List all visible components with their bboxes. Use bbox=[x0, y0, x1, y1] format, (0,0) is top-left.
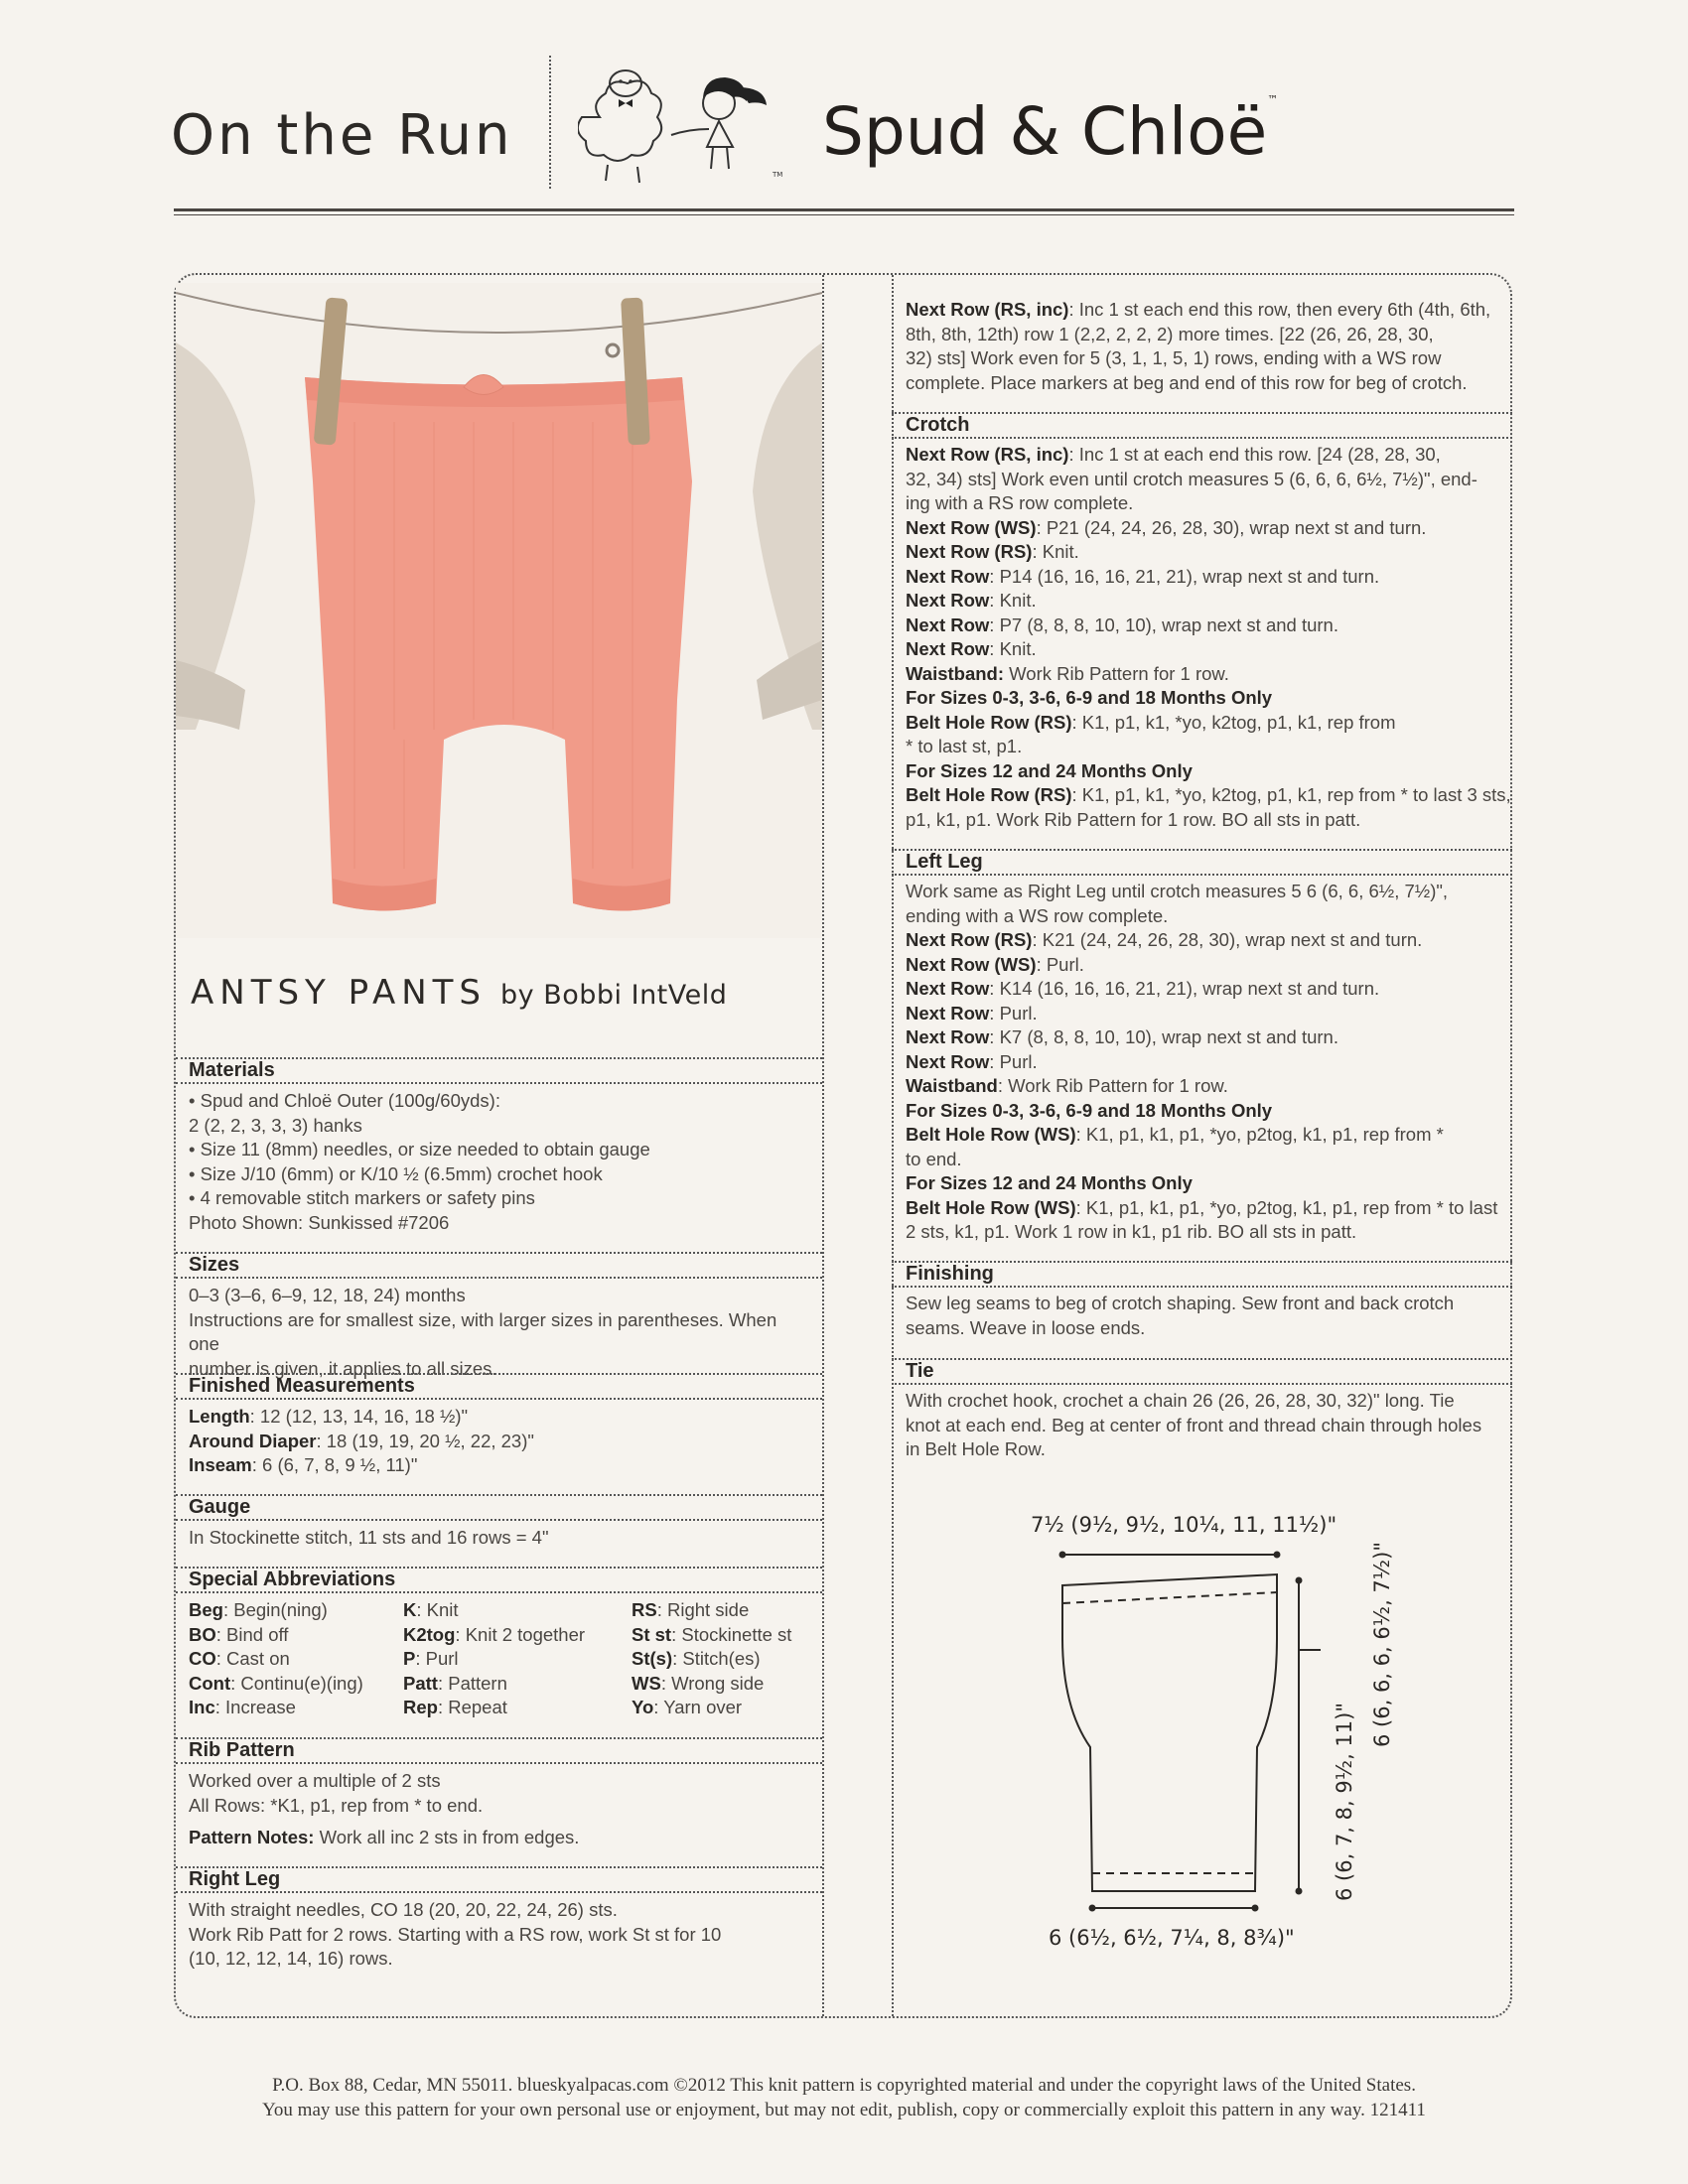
section-rule bbox=[176, 1398, 822, 1400]
instruction-label: Belt Hole Row (RS) bbox=[906, 784, 1072, 805]
instruction-line: 2 sts, k1, p1. Work 1 row in k1, p1 rib. BO all sts in patt. bbox=[906, 1221, 1357, 1242]
abbr-key: Rep bbox=[403, 1697, 438, 1717]
sizes-note bbox=[906, 686, 1511, 711]
instruction-line: ending with a WS row complete. bbox=[906, 904, 1169, 926]
schematic-crotch-depth: 6 (6, 6, 6, 6½, 7½)" bbox=[1370, 1542, 1394, 1747]
sizes-line: 0–3 (3–6, 6–9, 12, 18, 24) months bbox=[189, 1285, 466, 1305]
column-divider-right bbox=[892, 275, 894, 2016]
finishing-text bbox=[906, 1292, 1511, 1340]
instruction-line bbox=[906, 977, 1511, 1002]
materials-line: • Spud and Chloë Outer (100g/60yds): bbox=[189, 1090, 500, 1111]
instruction-text: : K21 (24, 24, 26, 28, 30), wrap next st and turn. bbox=[1032, 929, 1423, 950]
instruction-line: 8th, 8th, 12th) row 1 (2,2, 2, 2, 2) more times. [22 (26, 26, 28, 30, bbox=[906, 323, 1434, 344]
section-rule bbox=[892, 849, 1512, 851]
abbreviations-column-1 bbox=[189, 1598, 387, 1720]
tie-heading: Tie bbox=[906, 1360, 934, 1382]
instruction-text: : K7 (8, 8, 8, 10, 10), wrap next st and turn. bbox=[989, 1026, 1338, 1047]
pattern-title: ANTSY PANTS bbox=[191, 973, 487, 1013]
instruction-line bbox=[906, 540, 1511, 565]
abbr-item bbox=[403, 1696, 622, 1720]
abbr-key: BO bbox=[189, 1623, 216, 1645]
column-divider bbox=[822, 275, 824, 2016]
instruction-line bbox=[906, 1050, 1511, 1075]
abbr-key: P bbox=[403, 1648, 416, 1669]
right-leg-text bbox=[189, 1898, 809, 1972]
section-rule bbox=[892, 412, 1512, 414]
abbr-value: : Repeat bbox=[437, 1697, 507, 1717]
schematic-inseam: 6 (6, 7, 8, 9½, 11)" bbox=[1333, 1702, 1356, 1901]
abbr-value: : Wrong side bbox=[660, 1672, 765, 1694]
section-rule bbox=[176, 1762, 822, 1764]
section-rule bbox=[176, 1277, 822, 1279]
section-rule bbox=[176, 1519, 822, 1521]
pants-schematic-diagram bbox=[1023, 1539, 1321, 1916]
pattern-notes-text: Work all inc 2 sts in from edges. bbox=[314, 1827, 580, 1847]
materials-heading: Materials bbox=[189, 1059, 275, 1081]
abbr-value: : Knit bbox=[416, 1599, 459, 1620]
abbr-item bbox=[189, 1672, 387, 1697]
abbr-item bbox=[632, 1696, 820, 1720]
instruction-line bbox=[906, 928, 1511, 953]
header-divider bbox=[549, 56, 551, 189]
instruction-label: Next Row (RS, inc) bbox=[906, 299, 1069, 320]
measurement-line bbox=[189, 1405, 809, 1430]
rib-heading: Rib Pattern bbox=[189, 1739, 295, 1761]
instruction-text: : Knit. bbox=[989, 590, 1037, 611]
instruction-text: : P7 (8, 8, 8, 10, 10), wrap next st and turn. bbox=[989, 614, 1338, 635]
instruction-line bbox=[906, 443, 1511, 468]
header-rule bbox=[174, 208, 1514, 211]
abbreviations-column-3 bbox=[632, 1598, 820, 1720]
abbr-key: St(s) bbox=[632, 1648, 673, 1669]
tie-line: knot at each end. Beg at center of front and thread chain through holes bbox=[906, 1414, 1482, 1435]
finished-heading: Finished Measurements bbox=[189, 1375, 415, 1397]
abbr-value: : Stockinette st bbox=[671, 1623, 792, 1645]
instruction-text: : Inc 1 st each end this row, then every 6th (4th, 6th, bbox=[1068, 299, 1491, 320]
abbr-value: : Continu(e)(ing) bbox=[230, 1672, 363, 1694]
instruction-label: Belt Hole Row (WS) bbox=[906, 1196, 1076, 1218]
instruction-line: Work same as Right Leg until crotch measures 5 6 (6, 6, 6½, 7½)", bbox=[906, 881, 1449, 901]
tie-text bbox=[906, 1389, 1511, 1462]
abbr-value: : Stitch(es) bbox=[672, 1648, 761, 1669]
left-leg-text bbox=[906, 880, 1511, 1245]
schematic-bottom-width: 6 (6½, 6½, 7¼, 8, 8¾)" bbox=[1049, 1926, 1295, 1950]
footer-usage: You may use this pattern for your own personal use or enjoyment, but may not edit, publish, copy or commercially exploit this pattern in any way. 121411 bbox=[262, 2100, 1426, 2120]
crotch-heading: Crotch bbox=[906, 414, 970, 436]
sizes-note bbox=[906, 1171, 1511, 1196]
instruction-label: Next Row bbox=[906, 1002, 990, 1024]
instruction-line bbox=[906, 953, 1511, 978]
instruction-label: Next Row bbox=[906, 638, 990, 659]
sheep-and-girl-logo-icon bbox=[578, 58, 786, 187]
instruction-label: Next Row (RS) bbox=[906, 541, 1033, 562]
sizes-note-text: For Sizes 0-3, 3-6, 6-9 and 18 Months Only bbox=[906, 1099, 1273, 1121]
instruction-label: Belt Hole Row (RS) bbox=[906, 711, 1072, 733]
header-rule-thin bbox=[174, 214, 1514, 215]
abbr-value: : Right side bbox=[656, 1599, 750, 1620]
instruction-label: Next Row (RS, inc) bbox=[906, 444, 1069, 465]
measurement-label: Length bbox=[189, 1406, 250, 1427]
instruction-text: : Purl. bbox=[1036, 953, 1084, 975]
instruction-label: Belt Hole Row (WS) bbox=[906, 1124, 1076, 1145]
abbr-key: Yo bbox=[632, 1697, 654, 1717]
section-rule bbox=[176, 1082, 822, 1084]
section-rule bbox=[176, 1494, 822, 1496]
instruction-line: p1, k1, p1. Work Rib Pattern for 1 row. BO all sts in patt. bbox=[906, 808, 1361, 830]
svg-text:TM: TM bbox=[773, 171, 783, 179]
pattern-title-block bbox=[191, 973, 727, 1013]
instruction-line bbox=[906, 1196, 1511, 1221]
abbr-key: K2tog bbox=[403, 1623, 456, 1645]
abbr-item bbox=[403, 1623, 622, 1648]
left-leg-heading: Left Leg bbox=[906, 851, 983, 873]
measurement-value: : 18 (19, 19, 20 ½, 22, 23)" bbox=[316, 1430, 534, 1451]
section-rule bbox=[892, 1383, 1512, 1385]
sizes-note bbox=[906, 759, 1511, 784]
measurement-value: : 12 (12, 13, 14, 16, 18 ½)" bbox=[249, 1406, 469, 1427]
measurement-value: : 6 (6, 7, 8, 9 ½, 11)" bbox=[251, 1454, 418, 1475]
measurement-line bbox=[189, 1453, 809, 1478]
sizes-heading: Sizes bbox=[189, 1254, 240, 1276]
abbr-key: Inc bbox=[189, 1697, 215, 1717]
pattern-notes bbox=[189, 1826, 809, 1850]
product-photo bbox=[176, 283, 822, 938]
instruction-line: ing with a RS row complete. bbox=[906, 492, 1134, 513]
abbr-key: St st bbox=[632, 1623, 672, 1645]
instruction-line: 32) sts] Work even for 5 (3, 1, 1, 5, 1) rows, ending with a WS row bbox=[906, 347, 1442, 368]
abbr-item bbox=[632, 1647, 820, 1672]
tie-line: With crochet hook, crochet a chain 26 (26, 26, 28, 30, 32)" long. Tie bbox=[906, 1390, 1455, 1411]
section-rule bbox=[892, 1286, 1512, 1288]
abbr-value: : Begin(ning) bbox=[222, 1599, 328, 1620]
instruction-label: Next Row (WS) bbox=[906, 516, 1037, 538]
instruction-text: Work Rib Pattern for 1 row. bbox=[1004, 662, 1229, 684]
abbreviations-column-2 bbox=[403, 1598, 622, 1720]
instruction-label: Next Row bbox=[906, 590, 990, 611]
instruction-line bbox=[906, 516, 1511, 541]
pattern-notes-label: Pattern Notes: bbox=[189, 1827, 315, 1847]
abbr-item bbox=[403, 1598, 622, 1623]
abbr-item bbox=[189, 1598, 387, 1623]
abbr-item bbox=[632, 1623, 820, 1648]
sizes-note-text: For Sizes 12 and 24 Months Only bbox=[906, 1172, 1193, 1193]
instruction-text: : Inc 1 st at each end this row. [24 (28, 28, 30, bbox=[1068, 444, 1441, 465]
abbr-value: : Increase bbox=[214, 1697, 296, 1717]
instruction-line bbox=[906, 783, 1511, 808]
footer-copyright: P.O. Box 88, Cedar, MN 55011. blueskyalpacas.com ©2012 This knit pattern is copyrighted material and under the copyright laws of the United States. bbox=[272, 2075, 1416, 2096]
instruction-line: 32, 34) sts] Work even until crotch measures 5 (6, 6, 6, 6½, 7½)", end- bbox=[906, 468, 1477, 489]
instruction-label: Next Row (RS) bbox=[906, 929, 1033, 950]
abbr-item bbox=[189, 1647, 387, 1672]
measurement-line bbox=[189, 1430, 809, 1454]
materials-line: • Size J/10 (6mm) or K/10 ½ (6.5mm) crochet hook bbox=[189, 1162, 603, 1184]
instruction-text: : P14 (16, 16, 16, 21, 21), wrap next st and turn. bbox=[989, 565, 1380, 587]
gauge-heading: Gauge bbox=[189, 1496, 251, 1518]
instruction-label: Next Row bbox=[906, 978, 990, 999]
abbr-key: Beg bbox=[189, 1599, 223, 1620]
abbr-key: CO bbox=[189, 1648, 216, 1669]
sizes-note-text: For Sizes 0-3, 3-6, 6-9 and 18 Months Only bbox=[906, 687, 1273, 708]
abbr-value: : Pattern bbox=[437, 1672, 507, 1694]
section-rule bbox=[892, 874, 1512, 876]
instruction-line bbox=[906, 637, 1511, 662]
instruction-label: Next Row bbox=[906, 614, 990, 635]
instruction-text: : K1, p1, k1, *yo, k2tog, p1, k1, rep from bbox=[1071, 711, 1396, 733]
pattern-author: by Bobbi IntVeld bbox=[500, 980, 728, 1011]
instruction-line bbox=[906, 711, 1511, 736]
section-rule bbox=[176, 1252, 822, 1254]
instruction-text: : Knit. bbox=[989, 638, 1037, 659]
rib-line: Worked over a multiple of 2 sts bbox=[189, 1770, 441, 1791]
abbr-value: : Yarn over bbox=[653, 1697, 743, 1717]
instruction-line bbox=[906, 565, 1511, 590]
instruction-label: Waistband bbox=[906, 1075, 998, 1096]
right-leg-line: (10, 12, 12, 14, 16) rows. bbox=[189, 1948, 393, 1969]
abbr-item bbox=[403, 1647, 622, 1672]
instruction-label: Next Row (WS) bbox=[906, 953, 1037, 975]
instruction-line bbox=[906, 662, 1511, 687]
right-leg-line: With straight needles, CO 18 (20, 20, 22, 24, 26) sts. bbox=[189, 1899, 618, 1920]
instruction-label: Next Row bbox=[906, 565, 990, 587]
tie-line: in Belt Hole Row. bbox=[906, 1438, 1046, 1459]
abbr-item bbox=[632, 1598, 820, 1623]
abbr-value: : Cast on bbox=[215, 1648, 290, 1669]
increase-rows-text bbox=[906, 298, 1511, 395]
abbr-item bbox=[189, 1623, 387, 1648]
measurement-label: Inseam bbox=[189, 1454, 252, 1475]
abbr-key: WS bbox=[632, 1672, 661, 1694]
abbr-key: RS bbox=[632, 1599, 657, 1620]
measurement-label: Around Diaper bbox=[189, 1430, 317, 1451]
crotch-text bbox=[906, 443, 1511, 832]
instruction-text: : Work Rib Pattern for 1 row. bbox=[997, 1075, 1228, 1096]
abbr-value: : Knit 2 together bbox=[455, 1623, 586, 1645]
instruction-text: : Purl. bbox=[989, 1002, 1038, 1024]
sizes-line: Instructions are for smallest size, with larger sizes in parentheses. When one bbox=[189, 1308, 777, 1354]
right-leg-line: Work Rib Patt for 2 rows. Starting with a RS row, work St st for 10 bbox=[189, 1923, 722, 1945]
instruction-text: : Knit. bbox=[1032, 541, 1079, 562]
abbreviations-heading: Special Abbreviations bbox=[189, 1569, 396, 1590]
instruction-text: : K1, p1, k1, p1, *yo, p2tog, k1, p1, rep from * bbox=[1075, 1124, 1444, 1145]
instruction-line bbox=[906, 1025, 1511, 1050]
sizes-note bbox=[906, 1099, 1511, 1124]
abbr-item bbox=[403, 1672, 622, 1697]
instruction-text: : Purl. bbox=[989, 1050, 1038, 1072]
section-rule bbox=[176, 1891, 822, 1893]
instruction-text: : K14 (16, 16, 16, 21, 21), wrap next st and turn. bbox=[989, 978, 1380, 999]
abbr-item bbox=[632, 1672, 820, 1697]
finishing-heading: Finishing bbox=[906, 1263, 994, 1285]
sizes-text bbox=[189, 1284, 809, 1381]
abbr-key: K bbox=[403, 1599, 417, 1620]
abbr-value: : Bind off bbox=[215, 1623, 289, 1645]
instruction-line: * to last st, p1. bbox=[906, 736, 1023, 756]
abbr-key: Cont bbox=[189, 1672, 231, 1694]
materials-line: Photo Shown: Sunkissed #7206 bbox=[189, 1211, 450, 1233]
materials-line: • Size 11 (8mm) needles, or size needed to obtain gauge bbox=[189, 1139, 650, 1160]
instruction-line bbox=[906, 614, 1511, 638]
finished-measurements bbox=[189, 1405, 809, 1478]
instruction-label: Next Row bbox=[906, 1050, 990, 1072]
brand-name-text: Spud & Chloë bbox=[822, 93, 1268, 170]
section-rule bbox=[892, 437, 1512, 439]
section-rule bbox=[176, 1591, 822, 1593]
materials-line: • 4 removable stitch markers or safety pins bbox=[189, 1187, 535, 1208]
instruction-label: Waistband: bbox=[906, 662, 1005, 684]
sizes-note-text: For Sizes 12 and 24 Months Only bbox=[906, 759, 1193, 781]
instruction-text: : K1, p1, k1, *yo, k2tog, p1, k1, rep from * to last 3 sts, bbox=[1071, 784, 1511, 805]
instruction-line bbox=[906, 589, 1511, 614]
materials-list bbox=[189, 1089, 809, 1235]
rib-text bbox=[189, 1769, 809, 1850]
instruction-line bbox=[906, 1123, 1511, 1148]
schematic-top-width: 7½ (9½, 9½, 10¼, 11, 11½)" bbox=[1031, 1513, 1337, 1537]
abbr-item bbox=[189, 1696, 387, 1720]
finishing-line: seams. Weave in loose ends. bbox=[906, 1316, 1146, 1338]
right-leg-heading: Right Leg bbox=[189, 1868, 281, 1890]
abbr-key: Patt bbox=[403, 1672, 438, 1694]
gauge-text: In Stockinette stitch, 11 sts and 16 rows = 4" bbox=[189, 1527, 549, 1548]
brand-name bbox=[822, 93, 1278, 170]
instruction-line bbox=[906, 1074, 1511, 1099]
rib-line: All Rows: *K1, p1, rep from * to end. bbox=[189, 1794, 484, 1816]
trademark-mark: ™ bbox=[1267, 93, 1279, 106]
instruction-line bbox=[906, 298, 1511, 323]
materials-line: 2 (2, 2, 3, 3, 3) hanks bbox=[189, 1114, 362, 1136]
instruction-line: to end. bbox=[906, 1148, 962, 1169]
instruction-text: : K1, p1, k1, p1, *yo, p2tog, k1, p1, rep from * to last bbox=[1075, 1196, 1498, 1218]
sizes-line: number is given, it applies to all sizes. bbox=[189, 1357, 497, 1379]
abbr-value: : Purl bbox=[415, 1648, 459, 1669]
finishing-line: Sew leg seams to beg of crotch shaping. Sew front and back crotch bbox=[906, 1293, 1455, 1313]
section-rule bbox=[892, 1358, 1512, 1360]
instruction-text: : P21 (24, 24, 26, 28, 30), wrap next st and turn. bbox=[1036, 516, 1427, 538]
instruction-line: complete. Place markers at beg and end of this row for beg of crotch. bbox=[906, 371, 1468, 393]
instruction-line bbox=[906, 1002, 1511, 1026]
instruction-label: Next Row bbox=[906, 1026, 990, 1047]
series-title: On the Run bbox=[171, 103, 513, 168]
